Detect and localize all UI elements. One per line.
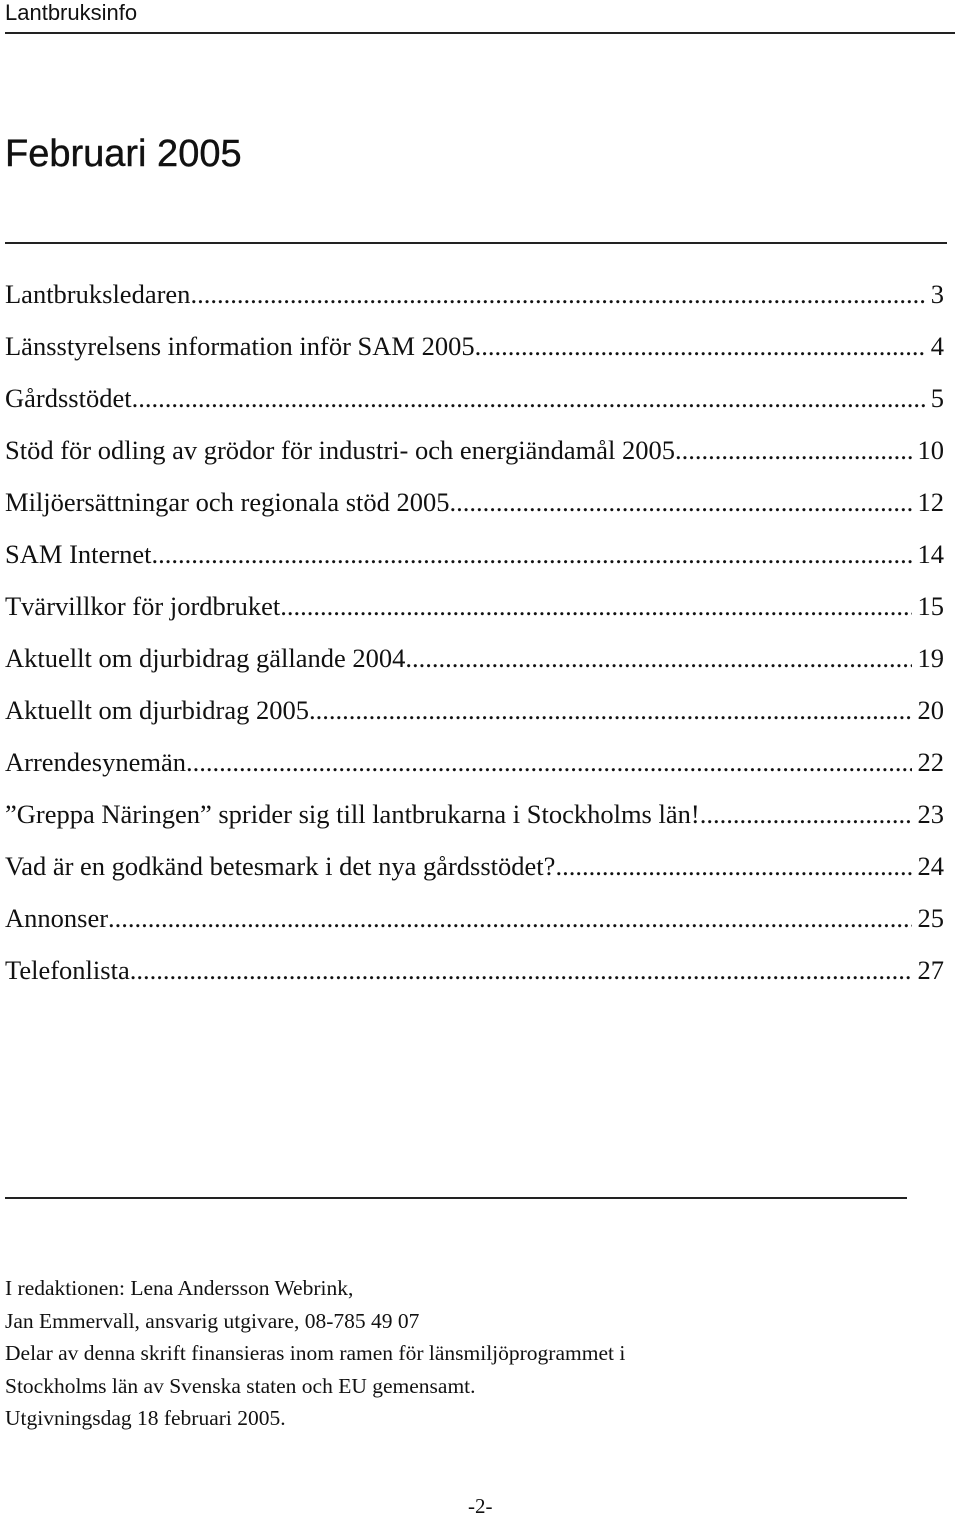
- toc-entry-title: Telefonlista: [5, 955, 130, 985]
- toc-entry-page: 23: [917, 799, 944, 829]
- table-of-contents: [5, 268, 944, 996]
- toc-entry-page: 12: [917, 487, 944, 517]
- toc-leader-dots: [309, 684, 912, 736]
- toc-entry[interactable]: [5, 580, 944, 632]
- toc-entry-title: Lantbruksledaren: [5, 279, 191, 309]
- toc-entry[interactable]: [5, 684, 944, 736]
- toc-entry[interactable]: [5, 528, 944, 580]
- colophon-line: I redaktionen: Lena Andersson Webrink,: [5, 1276, 354, 1300]
- title-divider: [5, 242, 947, 244]
- toc-entry-page: 24: [917, 851, 944, 881]
- toc-entry[interactable]: [5, 320, 944, 372]
- toc-leader-dots: [405, 632, 911, 684]
- toc-entry-title: Gårdsstödet: [5, 383, 132, 413]
- toc-leader-dots: [450, 476, 912, 528]
- toc-entry-page: 10: [917, 435, 944, 465]
- toc-entry-page: 3: [930, 279, 944, 309]
- toc-leader-dots: [108, 892, 911, 944]
- toc-leader-dots: [280, 580, 911, 632]
- toc-entry-title: Vad är en godkänd betesmark i det nya gårdsstödet?: [5, 851, 556, 881]
- toc-entry[interactable]: [5, 788, 944, 840]
- toc-leader-dots: [130, 944, 912, 996]
- toc-entry-title: Stöd för odling av grödor för industri- och energiändamål 2005: [5, 435, 675, 465]
- toc-entry-page: 19: [917, 643, 944, 673]
- toc-leader-dots: [475, 320, 925, 372]
- toc-leader-dots: [186, 736, 911, 788]
- toc-entry[interactable]: [5, 840, 944, 892]
- toc-entry[interactable]: [5, 476, 944, 528]
- toc-entry-title: Annonser: [5, 903, 109, 933]
- toc-entry[interactable]: [5, 736, 944, 788]
- toc-entry-page: 25: [917, 903, 944, 933]
- toc-leader-dots: [132, 372, 925, 424]
- toc-entry[interactable]: [5, 372, 944, 424]
- publication-name: Lantbruksinfo: [5, 0, 138, 25]
- toc-entry-title: Arrendesynemän: [5, 747, 187, 777]
- colophon-line: Utgivningsdag 18 februari 2005.: [5, 1406, 286, 1430]
- toc-entry[interactable]: [5, 892, 944, 944]
- toc-entry[interactable]: [5, 424, 944, 476]
- toc-entry-page: 14: [917, 539, 944, 569]
- header-divider: [5, 32, 955, 34]
- colophon-line: Jan Emmervall, ansvarig utgivare, 08-785 49 07: [5, 1308, 420, 1333]
- toc-entry[interactable]: [5, 944, 944, 996]
- toc-entry[interactable]: [5, 268, 944, 320]
- toc-entry-title: Länsstyrelsens information inför SAM 2005: [5, 331, 475, 361]
- toc-leader-dots: [555, 840, 911, 892]
- toc-entry-title: ”Greppa Näringen” sprider sig till lantbrukarna i Stockholms län!: [5, 799, 700, 829]
- toc-entry-page: 15: [917, 591, 944, 621]
- toc-entry-title: Miljöersättningar och regionala stöd 2005: [5, 487, 450, 517]
- colophon-line: Delar av denna skrift finansieras inom ramen för länsmiljöprogrammet i: [5, 1341, 626, 1365]
- toc-entry-page: 20: [917, 695, 944, 725]
- toc-leader-dots: [700, 788, 912, 840]
- toc-leader-dots: [190, 268, 924, 320]
- colophon-line: Stockholms län av Svenska staten och EU gemensamt.: [5, 1373, 476, 1398]
- toc-entry-page: 27: [917, 955, 944, 985]
- toc-entry-page: 5: [930, 383, 944, 413]
- toc-leader-dots: [675, 424, 912, 476]
- page-title: Februari 2005: [5, 133, 242, 175]
- footer-divider: [5, 1197, 907, 1199]
- toc-entry-title: Aktuellt om djurbidrag 2005: [5, 695, 309, 725]
- toc-leader-dots: [151, 528, 911, 580]
- toc-entry-title: Aktuellt om djurbidrag gällande 2004: [5, 643, 406, 673]
- colophon: [5, 1272, 905, 1435]
- toc-entry[interactable]: [5, 632, 944, 684]
- toc-entry-title: SAM Internet: [5, 539, 152, 569]
- toc-entry-title: Tvärvillkor för jordbruket: [5, 591, 281, 621]
- page-number: -2-: [468, 1494, 493, 1518]
- toc-entry-page: 22: [917, 747, 944, 777]
- toc-entry-page: 4: [930, 331, 944, 361]
